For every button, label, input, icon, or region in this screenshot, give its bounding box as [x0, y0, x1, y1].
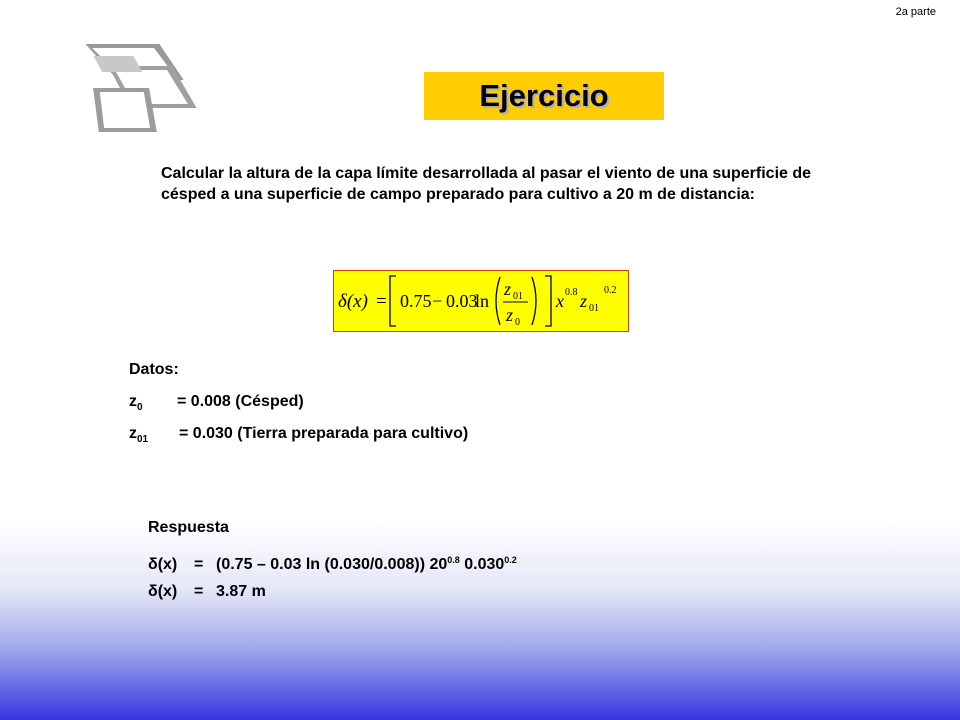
answer-lhs: δ(x) — [148, 556, 178, 573]
answer-expression: (0.75 – 0.03 ln (0.030/0.008)) 20 — [216, 556, 448, 573]
data-var: z — [129, 425, 137, 442]
formula-equals: = — [376, 291, 387, 312]
formula-const-b: 0.03 — [446, 291, 478, 311]
denominator-subscript: 0 — [515, 317, 520, 328]
formula-z: z — [580, 291, 588, 311]
answer-expression-tail: 0.030 — [459, 556, 505, 573]
answer-exponent-1: 0.8 — [447, 555, 460, 565]
numerator-subscript: 01 — [513, 291, 523, 302]
answer-line-result — [148, 582, 517, 614]
answer-result: 3.87 m — [216, 583, 266, 600]
data-var: z — [129, 393, 137, 410]
title-banner — [424, 72, 664, 120]
data-var-sub: 01 — [137, 434, 149, 445]
data-heading: Datos: — [129, 361, 179, 378]
data-value: = 0.008 (Césped) — [177, 393, 304, 410]
formula-const-a: 0.75 — [400, 291, 432, 311]
formula-x: x — [556, 291, 564, 311]
data-section — [129, 360, 468, 456]
logo-icon — [40, 36, 215, 136]
answer-section — [148, 518, 517, 614]
right-paren — [532, 277, 536, 325]
left-paren — [496, 277, 500, 325]
data-var-sub: 0 — [137, 402, 143, 413]
z-exponent: 0.2 — [604, 285, 617, 296]
fraction-denominator: z — [506, 305, 514, 325]
formula-minus: − — [432, 291, 443, 311]
data-item — [129, 424, 468, 456]
answer-lhs: δ(x) — [148, 583, 178, 600]
problem-statement: Calcular la altura de la capa límite desarrollada al pasar el viento de una superficie de césped a una superficie de campo preparado para cultivo a 20 m de distancia: — [161, 165, 812, 203]
page-title: Ejercicio — [479, 78, 609, 113]
answer-equals: = — [194, 583, 204, 600]
page-label: 2a parte — [895, 6, 936, 18]
answer-line-expression — [148, 550, 517, 582]
fraction-numerator: z — [504, 279, 512, 299]
data-value: = 0.030 (Tierra preparada para cultivo) — [179, 425, 469, 442]
data-item — [129, 392, 468, 424]
answer-exponent-2: 0.2 — [504, 555, 517, 565]
answer-heading: Respuesta — [148, 519, 229, 536]
formula-lhs: δ(x) — [338, 291, 368, 312]
x-exponent: 0.8 — [565, 287, 578, 298]
left-bracket — [390, 276, 396, 326]
answer-equals: = — [194, 556, 204, 573]
formula-ln: ln — [475, 291, 490, 311]
formula-box — [333, 270, 629, 332]
z-subscript: 01 — [589, 303, 599, 314]
right-bracket — [545, 276, 551, 326]
